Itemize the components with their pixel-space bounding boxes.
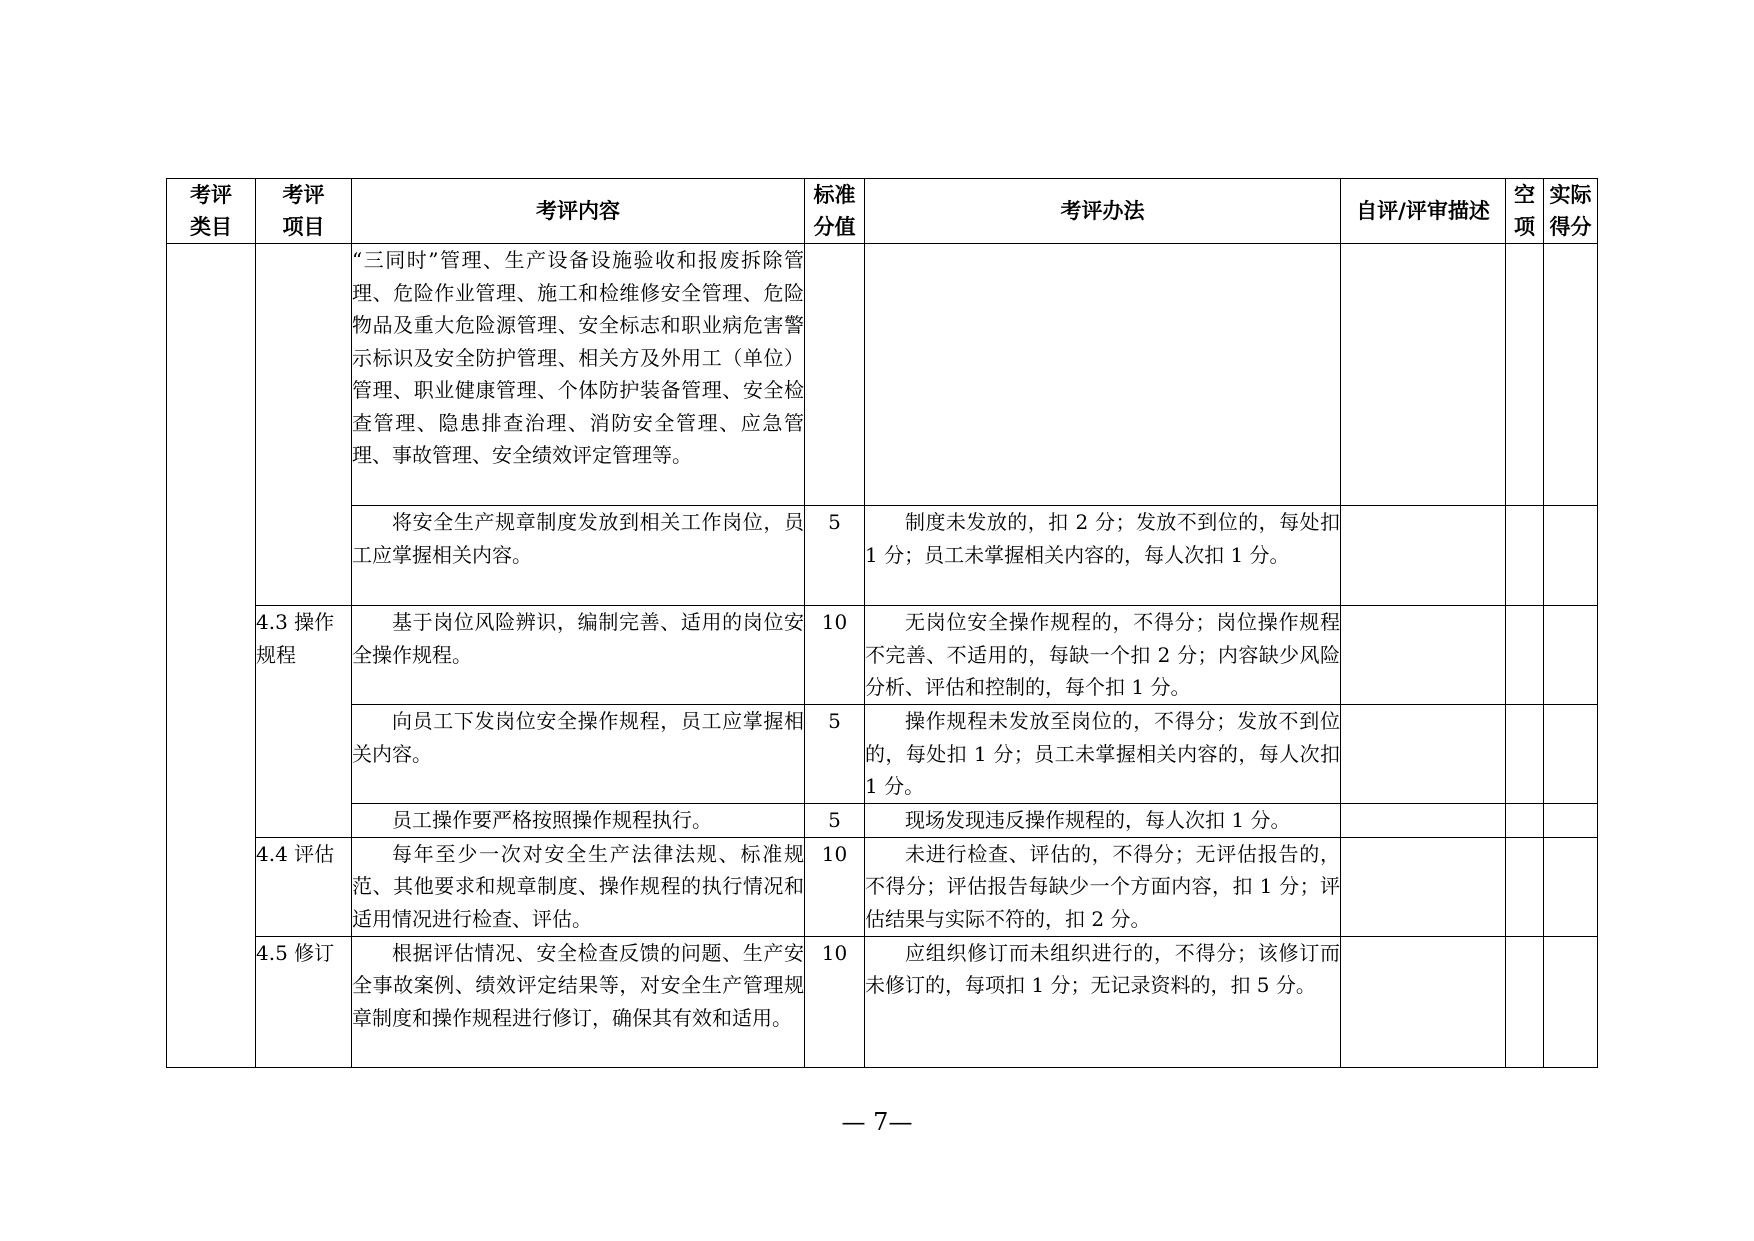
header-standard-score: 标准分值: [805, 179, 865, 244]
description-cell: [1341, 244, 1506, 506]
item-cell: 4.3 操作规程: [256, 606, 352, 838]
content-cell: 将安全生产规章制度发放到相关工作岗位，员工应掌握相关内容。: [352, 506, 805, 606]
score-cell: 10: [805, 606, 865, 705]
blank-item-cell: [1506, 936, 1544, 1067]
table-row: [167, 606, 1598, 705]
actual-score-cell: [1544, 506, 1598, 606]
description-cell: [1341, 837, 1506, 936]
blank-item-cell: [1506, 506, 1544, 606]
page-number: — 7—: [841, 1108, 913, 1136]
header-method: 考评办法: [865, 179, 1341, 244]
content-cell: 每年至少一次对安全生产法律法规、标准规范、其他要求和规章制度、操作规程的执行情况和适用情况进行检查、评估。: [352, 837, 805, 936]
score-cell: 5: [805, 804, 865, 838]
score-cell: [805, 244, 865, 506]
header-category: 考评类目: [167, 179, 256, 244]
blank-item-cell: [1506, 837, 1544, 936]
item-cell: 4.4 评估: [256, 837, 352, 936]
method-cell: 制度未发放的，扣 2 分；发放不到位的，每处扣 1 分；员工未掌握相关内容的，每人次扣 1 分。: [865, 506, 1341, 606]
item-cell: [256, 244, 352, 606]
content-cell: 员工操作要严格按照操作规程执行。: [352, 804, 805, 838]
actual-score-cell: [1544, 804, 1598, 838]
table-row: [167, 506, 1598, 606]
table-row: [167, 705, 1598, 804]
actual-score-cell: [1544, 606, 1598, 705]
method-cell: 现场发现违反操作规程的，每人次扣 1 分。: [865, 804, 1341, 838]
header-item: 考评项目: [256, 179, 352, 244]
actual-score-cell: [1544, 244, 1598, 506]
description-cell: [1341, 606, 1506, 705]
blank-item-cell: [1506, 606, 1544, 705]
actual-score-cell: [1544, 705, 1598, 804]
content-cell: “三同时”管理、生产设备设施验收和报废拆除管理、危险作业管理、施工和检维修安全管理、危险物品及重大危险源管理、安全标志和职业病危害警示标识及安全防护管理、相关方及外用工（单位）管理、职业健康管理、个体防护装备管理、安全检查管理、隐患排查治理、消防安全管理、应急管理、事故管理、安全绩效评定管理等。: [352, 244, 805, 506]
category-cell: [167, 244, 256, 1068]
score-cell: 10: [805, 936, 865, 1067]
table-row: [167, 936, 1598, 1067]
actual-score-cell: [1544, 936, 1598, 1067]
method-cell: 应组织修订而未组织进行的，不得分；该修订而未修订的，每项扣 1 分；无记录资料的，扣 5 分。: [865, 936, 1341, 1067]
blank-item-cell: [1506, 804, 1544, 838]
score-cell: 5: [805, 506, 865, 606]
method-cell: 未进行检查、评估的，不得分；无评估报告的，不得分；评估报告每缺少一个方面内容，扣 1 分；评估结果与实际不符的，扣 2 分。: [865, 837, 1341, 936]
method-cell: [865, 244, 1341, 506]
score-cell: 5: [805, 705, 865, 804]
table-row: [167, 244, 1598, 506]
content-cell: 基于岗位风险辨识，编制完善、适用的岗位安全操作规程。: [352, 606, 805, 705]
description-cell: [1341, 936, 1506, 1067]
content-cell: 向员工下发岗位安全操作规程，员工应掌握相关内容。: [352, 705, 805, 804]
actual-score-cell: [1544, 837, 1598, 936]
blank-item-cell: [1506, 705, 1544, 804]
assessment-table: [166, 178, 1598, 1068]
description-cell: [1341, 804, 1506, 838]
header-content: 考评内容: [352, 179, 805, 244]
blank-item-cell: [1506, 244, 1544, 506]
header-actual-score: 实际得分: [1544, 179, 1598, 244]
score-cell: 10: [805, 837, 865, 936]
content-cell: 根据评估情况、安全检查反馈的问题、生产安全事故案例、绩效评定结果等，对安全生产管理规章制度和操作规程进行修订，确保其有效和适用。: [352, 936, 805, 1067]
description-cell: [1341, 506, 1506, 606]
method-cell: 操作规程未发放至岗位的，不得分；发放不到位的，每处扣 1 分；员工未掌握相关内容的，每人次扣 1 分。: [865, 705, 1341, 804]
table-header-row: [167, 179, 1598, 244]
table-row: [167, 804, 1598, 838]
item-cell: 4.5 修订: [256, 936, 352, 1067]
table-row: [167, 837, 1598, 936]
method-cell: 无岗位安全操作规程的，不得分；岗位操作规程不完善、不适用的，每缺一个扣 2 分；内容缺少风险分析、评估和控制的，每个扣 1 分。: [865, 606, 1341, 705]
description-cell: [1341, 705, 1506, 804]
header-blank-item: 空项: [1506, 179, 1544, 244]
header-description: 自评/评审描述: [1341, 179, 1506, 244]
